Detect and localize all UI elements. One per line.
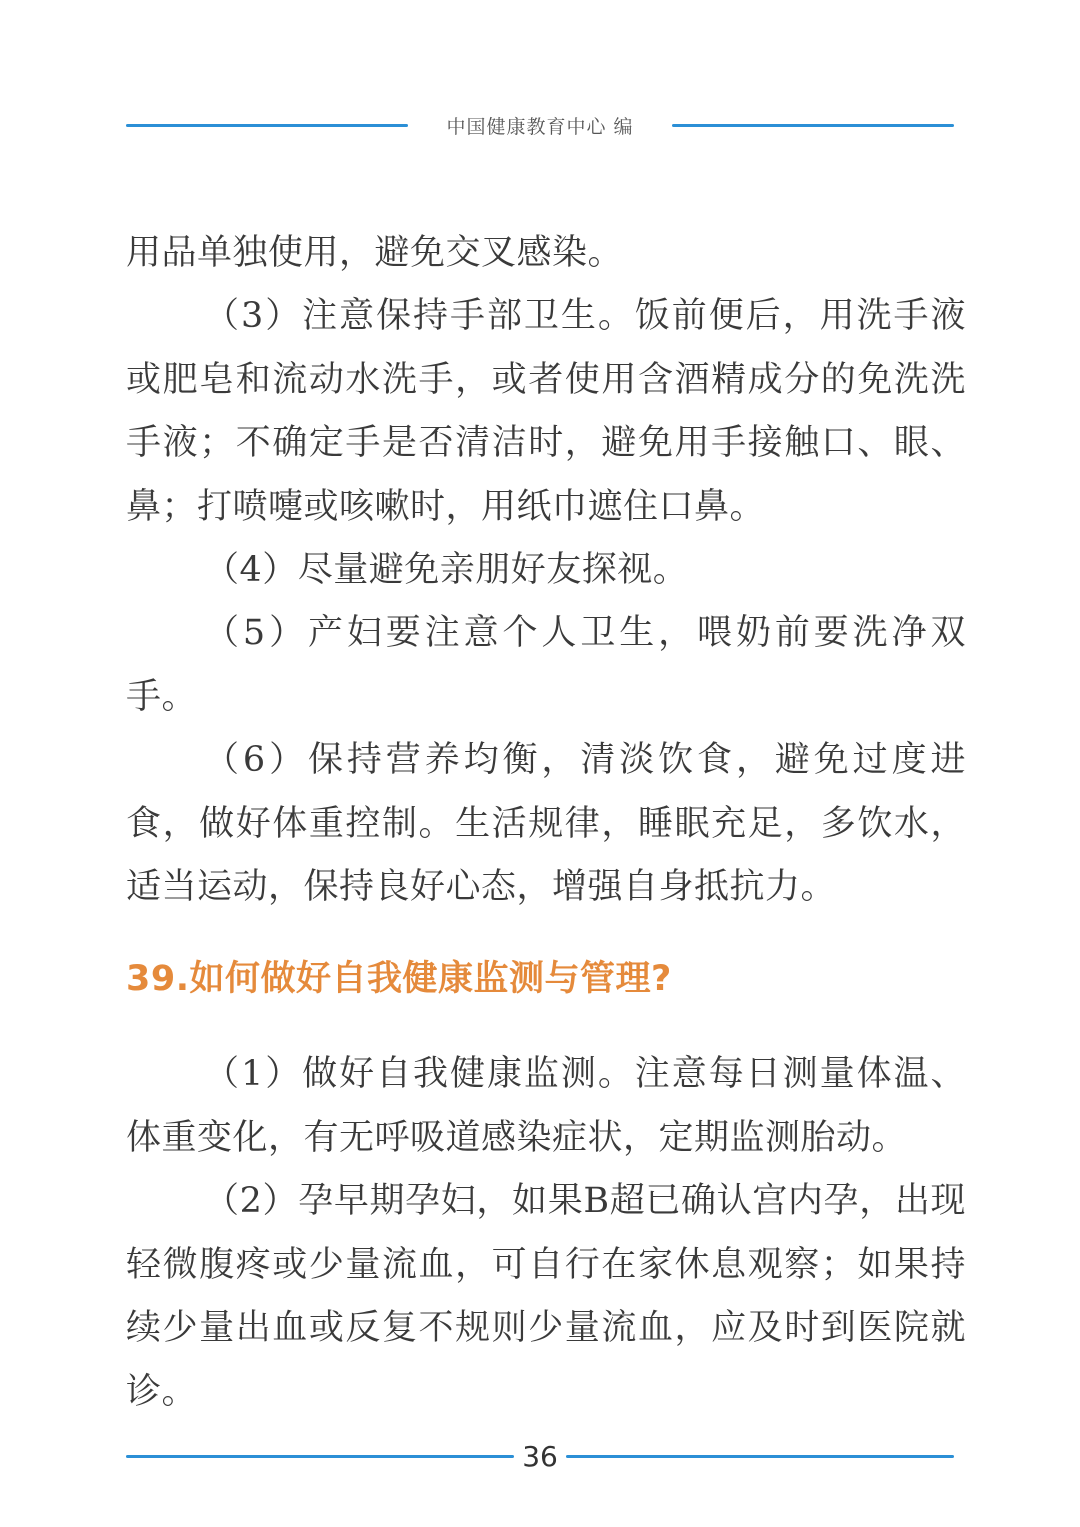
page-number: 36 — [522, 1439, 558, 1473]
section-heading-39: 39.如何做好自我健康监测与管理? — [126, 959, 672, 1000]
item-5-paragraph: （5）产妇要注意个人卫生，喂奶前要洗净双手。 — [126, 613, 966, 717]
item-6-paragraph: （6）保持营养均衡，清淡饮食，避免过度进食，做好体重控制。生活规律，睡眠充足，多饮水，适当运动，保持良好心态，增强自身抵抗力。 — [126, 740, 966, 908]
footer-rule-right — [566, 1455, 954, 1458]
section-item-2-paragraph: （2）孕早期孕妇，如果B超已确认宫内孕，出现轻微腹疼或少量流血，可自行在家休息观察；如果持续少量出血或反复不规则少量流血，应及时到医院就诊。 — [126, 1181, 966, 1412]
item-3-paragraph: （3）注意保持手部卫生。饭前便后，用洗手液或肥皂和流动水洗手，或者使用含酒精成分的免洗洗手液；不确定手是否清洁时，避免用手接触口、眼、鼻；打喷嚏或咳嗽时，用纸巾遮住口鼻。 — [126, 296, 966, 527]
continuation-paragraph: 用品单独使用，避免交叉感染。 — [126, 233, 624, 273]
header-editor-credit: 中国健康教育中心 编 — [446, 115, 634, 138]
item-4-paragraph: （4）尽量避免亲朋好友探视。 — [204, 550, 689, 591]
page-content — [126, 222, 966, 1424]
page-footer — [126, 1436, 954, 1476]
header-rule-left — [126, 124, 408, 127]
header-rule-right — [672, 124, 954, 127]
page-header — [126, 108, 954, 142]
section-item-1-paragraph: （1）做好自我健康监测。注意每日测量体温、体重变化，有无呼吸道感染症状，定期监测胎动。 — [126, 1054, 966, 1158]
footer-rule-left — [126, 1455, 514, 1458]
